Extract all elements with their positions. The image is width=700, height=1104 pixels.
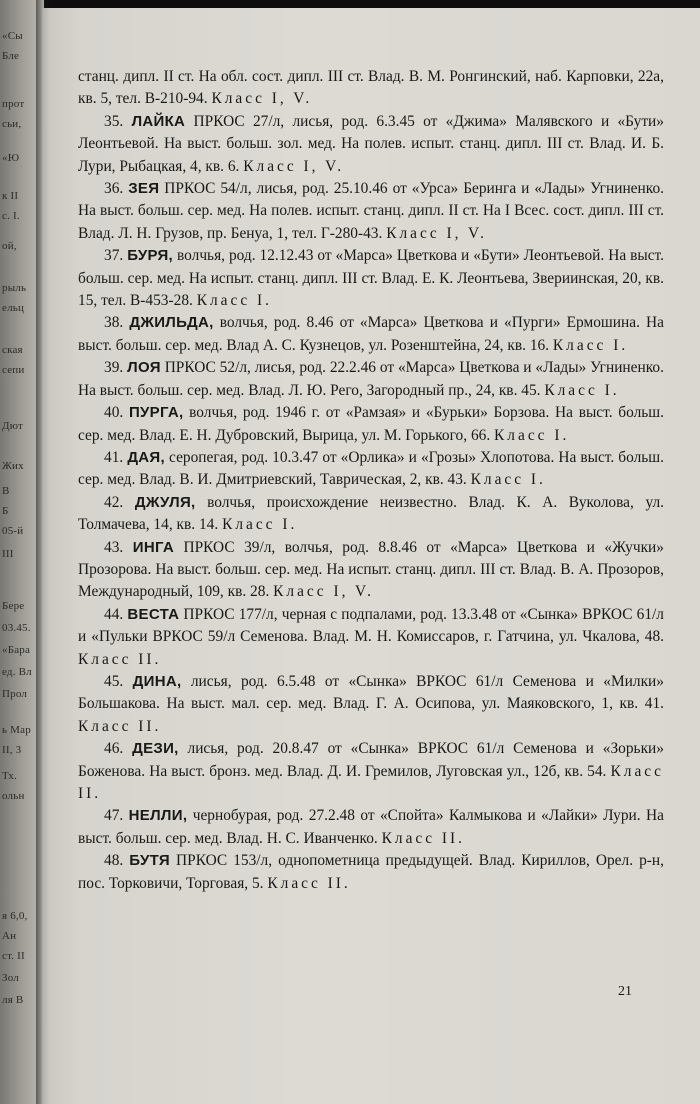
entry-41 bbox=[78, 447, 664, 492]
entry-40 bbox=[78, 402, 664, 447]
facing-page-text: ская bbox=[2, 344, 23, 356]
facing-page-text: «Ю bbox=[2, 152, 20, 164]
entry-text: ПРКОС 39/л, волчья, род. 8.8.46 от «Марса» Цветкова и «Жучки» Прозорова. На выст. больш. сер. мед. На испыт. станц. дипл. III ст. Влад. В. А. Прозоров, Международный, 109, кв. 28. bbox=[78, 538, 664, 601]
facing-page-text: к II bbox=[2, 190, 19, 202]
dog-name: ДАЯ, bbox=[127, 448, 165, 466]
entry-class: Класс I. bbox=[494, 426, 570, 444]
entry-text: лисья, род. 6.5.48 от «Сынка» ВРКОС 61/л Семенова и «Милки» Большакова. На выст. мал. сер. мед. Влад. Г. А. Осипова, ул. Маяковского, 1, кв. 41. bbox=[78, 672, 664, 713]
entry-number: 38. bbox=[104, 314, 124, 332]
dog-name: БУТЯ bbox=[129, 852, 170, 870]
book-gutter-shadow bbox=[36, 0, 50, 1104]
facing-page-text: Ан bbox=[2, 930, 17, 942]
facing-page-text: Зол bbox=[2, 972, 19, 984]
entry-text: волчья, род. 1946 г. от «Рамзая» и «Бурьки» Борзова. На выст. больш. сер. мед. Влад. Е. Н. Дубровский, Вырица, ул. М. Горького, 66. bbox=[78, 404, 664, 444]
entry-class: Класс II. bbox=[267, 874, 351, 892]
entry-class: Класс I. bbox=[222, 516, 298, 534]
entry-class: Класс II. bbox=[78, 762, 664, 802]
facing-page-text: ь Мар bbox=[2, 724, 31, 736]
facing-page-text: Б bbox=[2, 505, 9, 517]
dog-name: ДЖУЛЯ, bbox=[134, 493, 196, 511]
page-number: 21 bbox=[618, 984, 632, 999]
entry-class: Класс I. bbox=[470, 471, 546, 489]
entry-number: 47. bbox=[104, 807, 124, 825]
entry-38 bbox=[78, 312, 664, 357]
entry-continuation bbox=[78, 66, 664, 111]
facing-page-text: ольн bbox=[2, 790, 25, 802]
entry-class: Класс I, V. bbox=[273, 583, 374, 601]
dog-name: ДИНА, bbox=[132, 672, 182, 690]
entry-text: ПРКОС 52/л, лисья, род. 22.2.46 от «Марса» Цветкова и «Лады» Угниненко. На выст. больш. сер. мед. Влад. Л. Ю. Рего, Загородный пр., 24, кв. 45. bbox=[78, 359, 664, 399]
dog-name: ЛАЙКА bbox=[131, 112, 186, 130]
facing-page-text: В bbox=[2, 485, 10, 497]
entry-39 bbox=[78, 357, 664, 402]
entry-class: Класс I, V. bbox=[211, 90, 313, 108]
facing-page-text: Бере bbox=[2, 600, 25, 612]
entry-class: Класс I, V. bbox=[243, 157, 345, 175]
dog-name: НЕЛЛИ, bbox=[128, 807, 188, 825]
facing-page-text: ой, bbox=[2, 240, 17, 252]
dog-name: ДЕЗИ, bbox=[132, 740, 179, 758]
entry-text: ПРКОС 177/л, черная с подпалами, род. 13.3.48 от «Сынка» ВРКОС 61/л и «Пульки ВРКОС 59/л Семенова. Влад. М. Н. Комиссаров, г. Гатчина, ул. Чкалова, 48. bbox=[78, 605, 664, 646]
dog-name: ЛОЯ bbox=[127, 359, 161, 377]
entry-42 bbox=[78, 492, 664, 537]
entry-number: 43. bbox=[104, 538, 124, 556]
facing-page-text: «Сы bbox=[2, 30, 23, 42]
facing-page-text: ельц bbox=[2, 302, 25, 314]
entry-37 bbox=[78, 245, 664, 312]
dog-name: ЗЕЯ bbox=[128, 180, 160, 198]
entry-class: Класс II. bbox=[78, 650, 162, 668]
entry-number: 41. bbox=[104, 448, 124, 466]
entry-number: 44. bbox=[104, 605, 124, 623]
entry-class: Класс I, V. bbox=[386, 224, 488, 242]
facing-page-text: Дют bbox=[2, 420, 23, 432]
dog-name: ИНГА bbox=[132, 538, 174, 556]
dog-name: ДЖИЛЬДА, bbox=[129, 314, 214, 332]
entry-number: 36. bbox=[104, 180, 124, 198]
facing-page-text: рыль bbox=[2, 282, 27, 294]
facing-page-text: 03.45. bbox=[2, 622, 31, 634]
entry-text: серопегая, род. 10.3.47 от «Орлика» и «Грозы» Хлопотова. На выст. больш. сер. мед. Влад. В. И. Дмитриевский, Таврическая, 2, кв. 43. bbox=[78, 448, 664, 489]
book-page bbox=[42, 8, 700, 1104]
entry-text: ПРКОС 153/л, однопометница предыдущей. Влад. Кириллов, Орел. р-н, пос. Торковичи, Торговая, 5. bbox=[78, 852, 664, 892]
facing-page-text: ед. Вл bbox=[2, 666, 32, 678]
facing-page-text: я 6,0, bbox=[2, 910, 28, 922]
entry-class: Класс II. bbox=[78, 717, 162, 735]
entry-43 bbox=[78, 537, 664, 604]
entry-text: чернобурая, род. 27.2.48 от «Спойта» Калмыкова и «Лайки» Лури. На выст. больш. сер. мед. Влад. Н. С. Иванченко. bbox=[78, 807, 664, 847]
entry-number: 37. bbox=[104, 247, 124, 265]
entry-text: станц. дипл. II ст. На обл. сост. дипл. III ст. Влад. В. М. Ронгинский, наб. Карповки, 22а, кв. 5, тел. В-210-94. bbox=[78, 68, 664, 108]
dog-name: ПУРГА, bbox=[128, 404, 184, 422]
entry-text: волчья, род. 8.46 от «Марса» Цветкова и «Пурги» Ермошина. На выст. больш. сер. мед. Влад А. С. Кузнецов, ул. Розенштейна, 24, кв. 16. bbox=[78, 314, 664, 354]
facing-page-text: «Бара bbox=[2, 644, 31, 656]
entry-class: Класс I. bbox=[544, 381, 620, 399]
entry-number: 39. bbox=[104, 359, 124, 377]
entry-number: 40. bbox=[104, 404, 124, 422]
entry-35 bbox=[78, 111, 664, 178]
entry-number: 42. bbox=[104, 493, 124, 511]
facing-page-text: с. I. bbox=[2, 210, 20, 222]
entry-48 bbox=[78, 850, 664, 895]
facing-page-text: II, 3 bbox=[2, 744, 22, 756]
facing-page-text: прот bbox=[2, 98, 25, 110]
dog-name: БУРЯ, bbox=[127, 247, 174, 265]
entry-text: ПРКОС 27/л, лисья, род. 6.3.45 от «Джима» Малявского и «Бути» Леонтьевой. На выст. больш. зол. мед. На полев. испыт. станц. дипл. III ст. Влад. И. Б. Лури, Рыбацкая, 4, кв. 6. bbox=[78, 112, 664, 175]
facing-page-text: III bbox=[2, 548, 14, 560]
facing-page-text: ст. ІІ bbox=[2, 950, 25, 962]
facing-page-text: ля В bbox=[2, 994, 24, 1006]
facing-page-text: Бле bbox=[2, 50, 20, 62]
entry-list bbox=[78, 66, 664, 895]
entry-class: Класс II. bbox=[381, 829, 466, 847]
entry-text: ПРКОС 54/л, лисья, род. 25.10.46 от «Урса» Беринга и «Лады» Угниненко. На выст. больш. сер. мед. На полев. испыт. станц. дипл. II ст. На I Всес. сост. дипл. III ст. Влад. Л. Н. Грузов, пр. Бенуа, 1, тел. Г-280-43. bbox=[78, 180, 664, 242]
entry-text: волчья, род. 12.12.43 от «Марса» Цветкова и «Бути» Леонтьевой. На выст. больш. сер. мед. На испыт. станц. дипл. III ст. Влад. Е. К. Леонтьева, Звериинская, 20, кв. 15, тел. В-453-28. bbox=[78, 247, 664, 310]
entry-text: лисья, род. 20.8.47 от «Сынка» ВРКОС 61/л Семенова и «Зорьки» Боженова. На выст. бронз. мед. Влад. Д. И. Гремилов, Луговская ул., 12б, кв. 54. bbox=[78, 740, 664, 780]
entry-text: волчья, происхождение неизвестно. Влад. К. А. Вуколова, ул. Толмачева, 14, кв. 14. bbox=[78, 493, 664, 534]
entry-class: Класс I. bbox=[552, 336, 629, 354]
facing-page-text: 05-й bbox=[2, 525, 24, 537]
entry-47 bbox=[78, 805, 664, 850]
entry-class: Класс I. bbox=[196, 292, 272, 310]
entry-45 bbox=[78, 671, 664, 738]
facing-page-text: сепи bbox=[2, 364, 25, 376]
facing-page-text: Жих bbox=[2, 460, 24, 472]
entry-36 bbox=[78, 178, 664, 245]
entry-number: 45. bbox=[104, 672, 124, 690]
entry-number: 35. bbox=[104, 112, 124, 130]
facing-page-text: Прол bbox=[2, 688, 28, 700]
entry-44 bbox=[78, 604, 664, 671]
facing-page-text: сьи, bbox=[2, 118, 22, 130]
facing-page-text: Тх. bbox=[2, 770, 18, 782]
dog-name: ВЕСТА bbox=[127, 605, 180, 623]
entry-46 bbox=[78, 738, 664, 805]
entry-number: 48. bbox=[104, 852, 124, 870]
entry-number: 46. bbox=[104, 740, 124, 758]
